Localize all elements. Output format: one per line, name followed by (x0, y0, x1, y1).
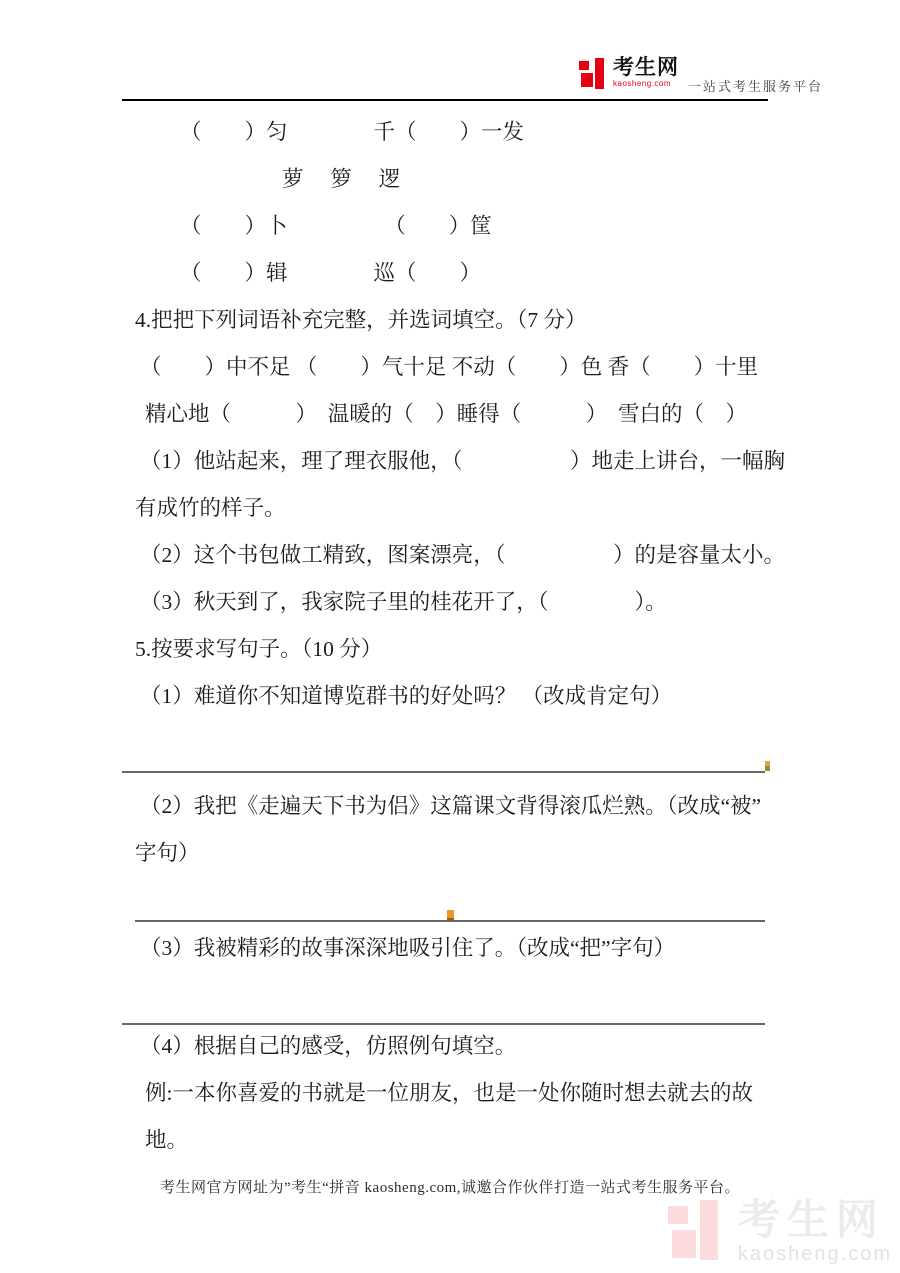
question-5-item-1: （1）难道你不知道博览群书的好处吗？ （改成肯定句） (140, 684, 673, 708)
question-5-title: 5.按要求写句子。（10 分） (135, 637, 383, 661)
question-4-item-2: （2）这个书包做工精致，图案漂亮，（ ）的是容量太小。 (140, 543, 786, 567)
kaosheng-logo-icon (668, 1198, 726, 1268)
watermark-text (738, 1198, 892, 1266)
phrase-fill-line: 精心地（ ） 温暖的（ ）睡得（ ） 雪白的（ ） (145, 402, 748, 426)
watermark-domain: kaosheng.com (737, 1243, 892, 1265)
logo-block (579, 61, 589, 70)
word-fill-line: （ ）匀 千（ ）一发 (180, 120, 525, 144)
question-4-item-1: （1）他站起来，理了理衣服他，（ ）地走上讲台，一幅胸 (140, 449, 786, 473)
brand-name: 考生网 (613, 56, 679, 79)
answer-blank-line (122, 1023, 765, 1025)
word-fill-line: （ ）辑 巡（ ） (180, 261, 482, 285)
watermark-logo (668, 1198, 892, 1268)
logo-block (595, 58, 604, 89)
logo-block (581, 73, 593, 87)
example-sentence: 例:一本你喜爱的书就是一位朋友，也是一处你随时想去就去的故 (145, 1081, 753, 1105)
answer-blank-line (135, 920, 765, 922)
stray-mark (765, 761, 770, 771)
brand-text (613, 57, 679, 88)
logo-block (672, 1230, 696, 1258)
question-5-item-2: （2）我把《走遍天下书为侣》这篇课文背得滚瓜烂熟。（改成“被” (140, 794, 762, 818)
logo-block (668, 1206, 688, 1224)
question-5-item-2-cont: 字句） (135, 841, 200, 865)
question-5-item-3: （3）我被精彩的故事深深地吸引住了。（改成“把”字句） (140, 936, 676, 960)
kaosheng-logo-icon (579, 57, 607, 92)
brand-domain: kaosheng.com (613, 79, 672, 88)
answer-blank-row (122, 978, 768, 1033)
answer-blank-row (122, 875, 768, 930)
idiom-fill-line: （ ）中不足 （ ）气十足 不动（ ）色 香（ ）十里 (140, 355, 759, 379)
answer-blank-line (122, 771, 765, 773)
character-choice-line: 萝 箩 逻 (282, 167, 401, 191)
word-fill-line: （ ）卜 （ ）筐 (180, 214, 492, 238)
logo-block (700, 1200, 718, 1260)
brand-tagline: 一站式考生服务平台 (688, 79, 824, 94)
example-sentence-cont: 地。 (145, 1128, 189, 1152)
header-logo (579, 57, 823, 99)
question-4-item-1-cont: 有成竹的样子。 (135, 496, 286, 520)
exam-content (122, 107, 786, 1162)
question-4-item-3: （3）秋天到了，我家院子里的桂花开了，（ ）。 (140, 590, 667, 614)
question-5-item-4: （4）根据自己的感受，仿照例句填空。 (140, 1034, 517, 1058)
header-rule (122, 99, 768, 101)
footer-note: 考生网官方网址为”考生“拼音 kaosheng.com,诚邀合作伙伴打造一站式考生服务平台。 (159, 1180, 741, 1196)
stray-mark (447, 910, 454, 920)
question-4-title: 4.把把下列词语补充完整，并选词填空。（7 分） (135, 308, 587, 332)
watermark-brand: 考生网 (737, 1196, 885, 1243)
answer-blank-row (122, 726, 768, 781)
